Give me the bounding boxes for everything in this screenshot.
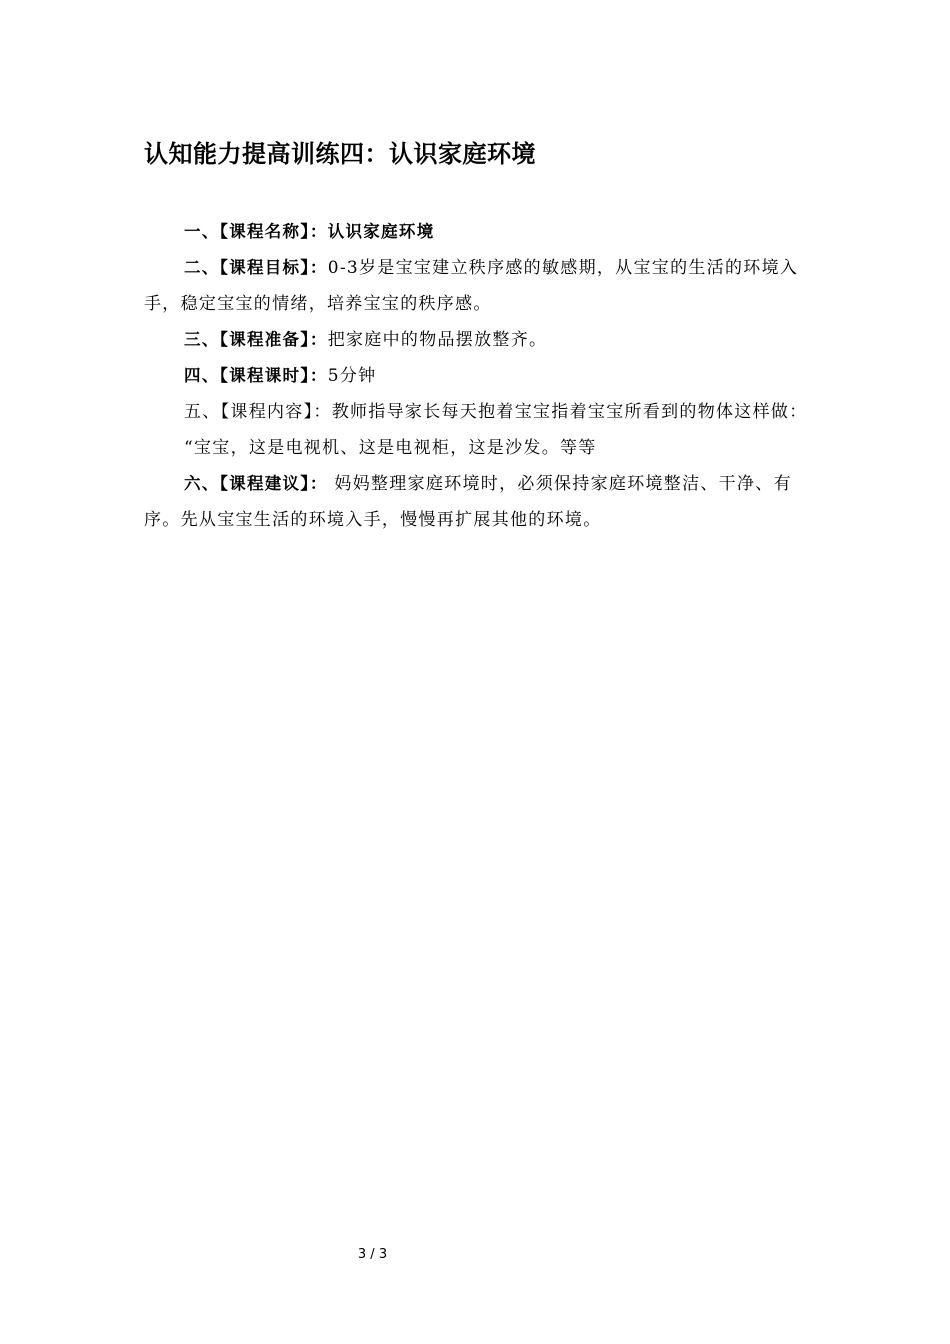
section-label: 四、【课程课时】： — [184, 366, 328, 385]
section-label: 二、【课程目标】： — [184, 258, 328, 277]
document-body — [144, 214, 824, 538]
section-text: 认识家庭环境 — [327, 222, 435, 241]
section-text: 0-3岁是宝宝建立秩序感的敏感期，从宝宝的生活的环境入手，稳定宝宝的情绪，培养宝宝的秩序感。 — [144, 258, 799, 314]
section-label: 一、【课程名称】： — [184, 222, 328, 241]
section-text: 妈妈整理家庭环境时，必须保持家庭环境整洁、干净、有序。先从宝宝生活的环境入手，慢慢再扩展其他的环境。 — [144, 474, 792, 530]
section-course-content — [144, 394, 824, 430]
section-course-prep — [144, 322, 824, 358]
section-text: 教师指导家长每天抱着宝宝指着宝宝所看到的物体这样做： — [331, 402, 808, 422]
section-label: 五、【课程内容】： — [184, 402, 332, 422]
section-course-duration — [144, 358, 824, 394]
page-number: 3 / 3 — [357, 1247, 388, 1262]
section-example-quote — [144, 430, 824, 466]
document-title: 认知能力提高训练四：认识家庭环境 — [144, 140, 536, 168]
section-course-advice — [144, 466, 824, 538]
section-text: 5分钟 — [327, 366, 377, 386]
section-text: 把家庭中的物品摆放整齐。 — [327, 330, 548, 350]
section-label: 六、【课程建议】： — [184, 474, 328, 493]
section-course-goal — [144, 250, 824, 322]
section-label: 三、【课程准备】： — [184, 330, 328, 349]
section-course-name — [144, 214, 824, 250]
section-text: “宝宝，这是电视机、这是电视柜，这是沙发。等等 — [184, 438, 597, 458]
